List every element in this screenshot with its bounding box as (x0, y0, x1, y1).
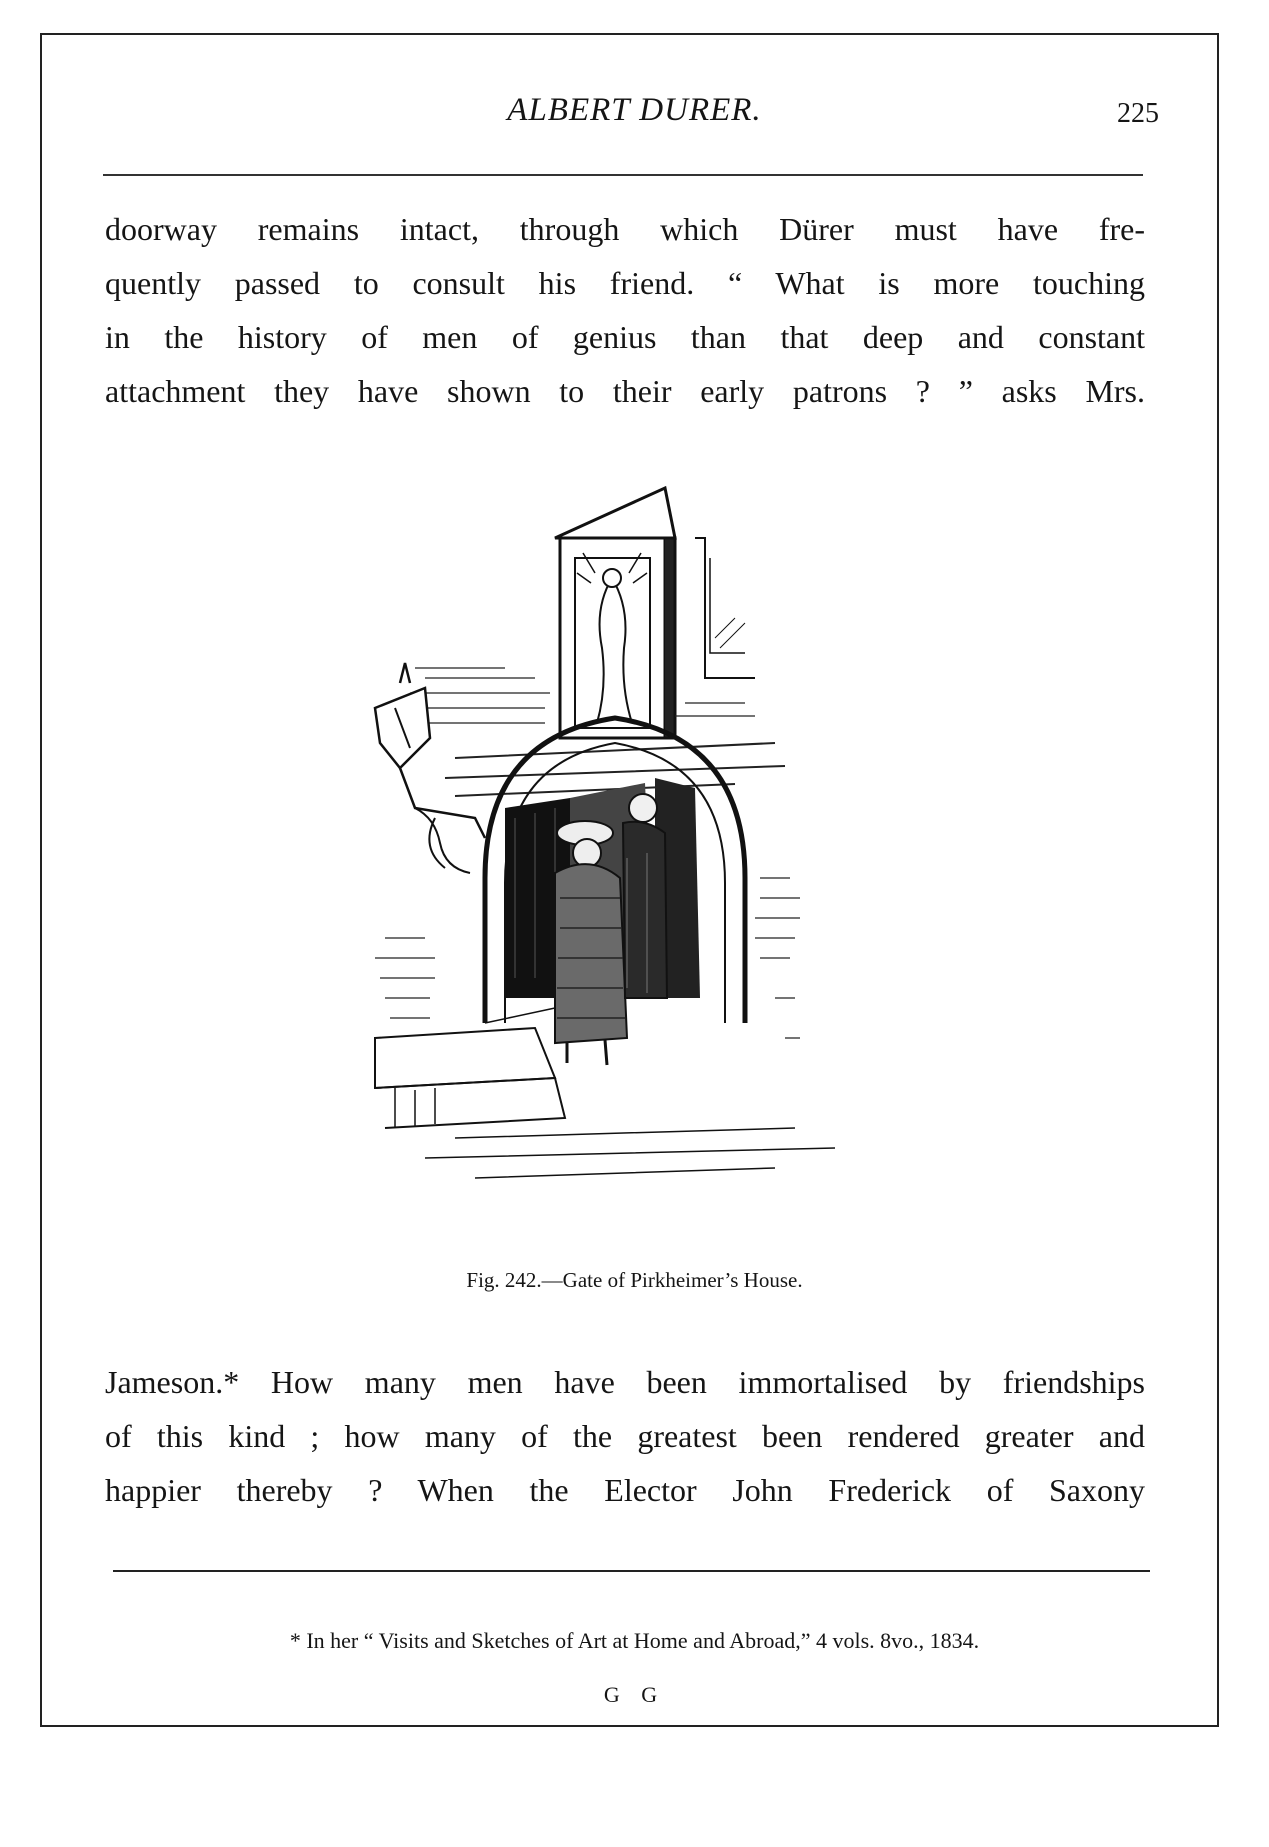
text-line: in the history of men of genius than that deep and constant (105, 319, 1145, 355)
text-line: doorway remains intact, through which Dürer must have fre- (105, 211, 1145, 247)
text-line: Jameson.* How many men have been immortalised by friendships (105, 1364, 1145, 1400)
body-text-bottom (105, 1355, 1145, 1517)
text-line: quently passed to consult his friend. “ What is more touching (105, 265, 1145, 301)
statue-niche (555, 488, 675, 738)
figure-caption: Fig. 242.—Gate of Pirkheimer’s House. (466, 1268, 803, 1292)
text-line: happier thereby ? When the Elector John Frederick of Saxony (105, 1472, 1145, 1508)
page-number: 225 (1117, 98, 1159, 129)
footnote: * In her “ Visits and Sketches of Art at Home and Abroad,” 4 vols. 8vo., 1834. (289, 1628, 980, 1653)
lantern-bracket (375, 663, 485, 873)
running-header-title: ALBERT DURER. (507, 92, 762, 128)
gate-engraving (355, 478, 915, 1268)
footnote-rule (113, 1570, 1150, 1572)
window-right (695, 538, 755, 678)
body-text-top (105, 202, 1145, 418)
text-line: attachment they have shown to their early patrons ? ” asks Mrs. (105, 373, 1145, 409)
text-line: of this kind ; how many of the greatest been rendered greater and (105, 1418, 1145, 1454)
signature-mark: G G (603, 1682, 666, 1707)
header-rule (103, 174, 1143, 176)
gate-illustration (355, 478, 915, 1268)
